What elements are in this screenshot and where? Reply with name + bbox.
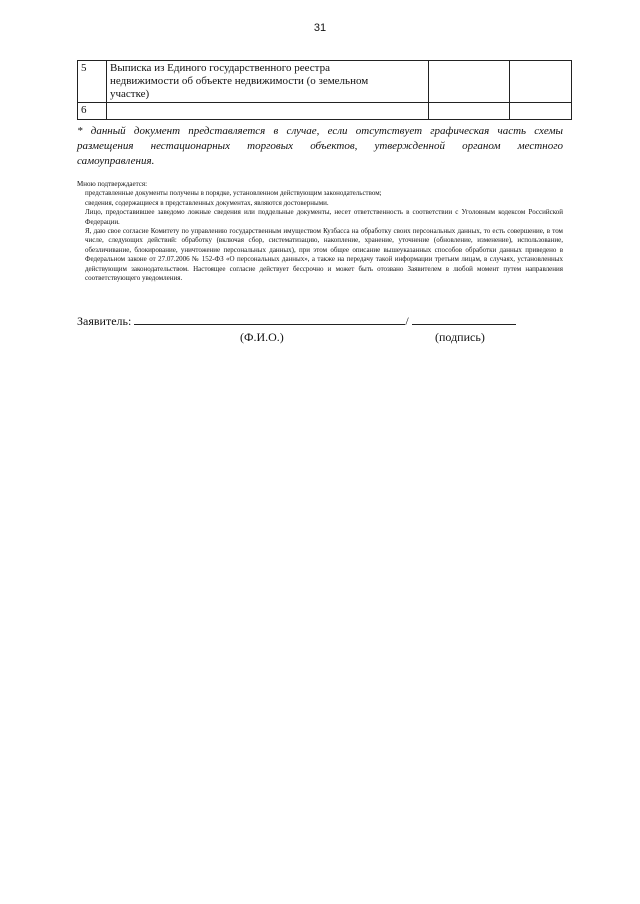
personal-data-consent: Я, даю свое согласие Комитету по управлению государственным имуществом Кузбасса на обработку своих персональных данных, то есть совершение, в том числе, следующих действий: обработку (включая сбор, систематизацию, накопление, хранение, уточнение (обновление, изменение), использование, обезличивание, блокирование, уничтожение персональных данных), при этом общее описание вышеуказанных способов обработки данных приведено в Федеральном законе от 27.07.2006 № 152-ФЗ «О персональных данных», а также на передачу такой информации третьим лицам, в случаях, установленных действующим законодательством. Настоящее согласие действует бессрочно и может быть отозвано Заявителем в любой момент путем направления соответствующего уведомления. <box>85 227 563 283</box>
row-description <box>107 61 429 103</box>
signature-captions <box>77 330 563 344</box>
empty-cell <box>429 103 510 120</box>
signature-line <box>77 312 563 329</box>
description-line: недвижимости об объекте недвижимости (о земельном <box>110 75 369 87</box>
row-number: 6 <box>78 103 107 120</box>
page-number: 31 <box>313 22 327 34</box>
footnote <box>77 124 563 169</box>
empty-cell <box>510 61 572 103</box>
applicant-label: Заявитель: <box>77 314 132 328</box>
liability-notice: Лицо, предоставившее заведомо ложные сведения или поддельные документы, несет ответственность в соответствии с Уголовным кодексом Российской Федерации. <box>85 208 563 226</box>
signature-field[interactable] <box>412 312 516 325</box>
table-row <box>78 61 572 103</box>
description-line: участке) <box>110 88 150 100</box>
table-row <box>78 103 572 120</box>
row-number: 5 <box>78 61 107 103</box>
description-line: Выписка из Единого государственного реестра <box>110 62 330 74</box>
empty-cell <box>510 103 572 120</box>
row-description <box>107 103 429 120</box>
confirmation-item: сведения, содержащиеся в представленных документах, являются достоверными. <box>85 198 329 207</box>
signature-separator: / <box>405 314 409 328</box>
confirmation-item: представленные документы получены в порядке, установленном действующим законодательством; <box>85 189 382 198</box>
confirmation-heading: Мною подтверждается: <box>77 180 148 188</box>
empty-cell <box>429 61 510 103</box>
footnote-line: размещения нестационарных торговых объектов, утвержденной органом местного <box>77 140 563 152</box>
signature-caption: (подпись) <box>435 330 485 344</box>
footnote-line: самоуправления. <box>77 155 155 167</box>
confirmation-section <box>77 180 563 283</box>
signature-block <box>77 312 563 344</box>
documents-table <box>77 60 572 120</box>
fio-field[interactable] <box>134 312 405 325</box>
fio-caption: (Ф.И.О.) <box>240 330 284 344</box>
footnote-line: * данный документ представляется в случае, если отсутствует графическая часть схемы <box>77 125 563 137</box>
